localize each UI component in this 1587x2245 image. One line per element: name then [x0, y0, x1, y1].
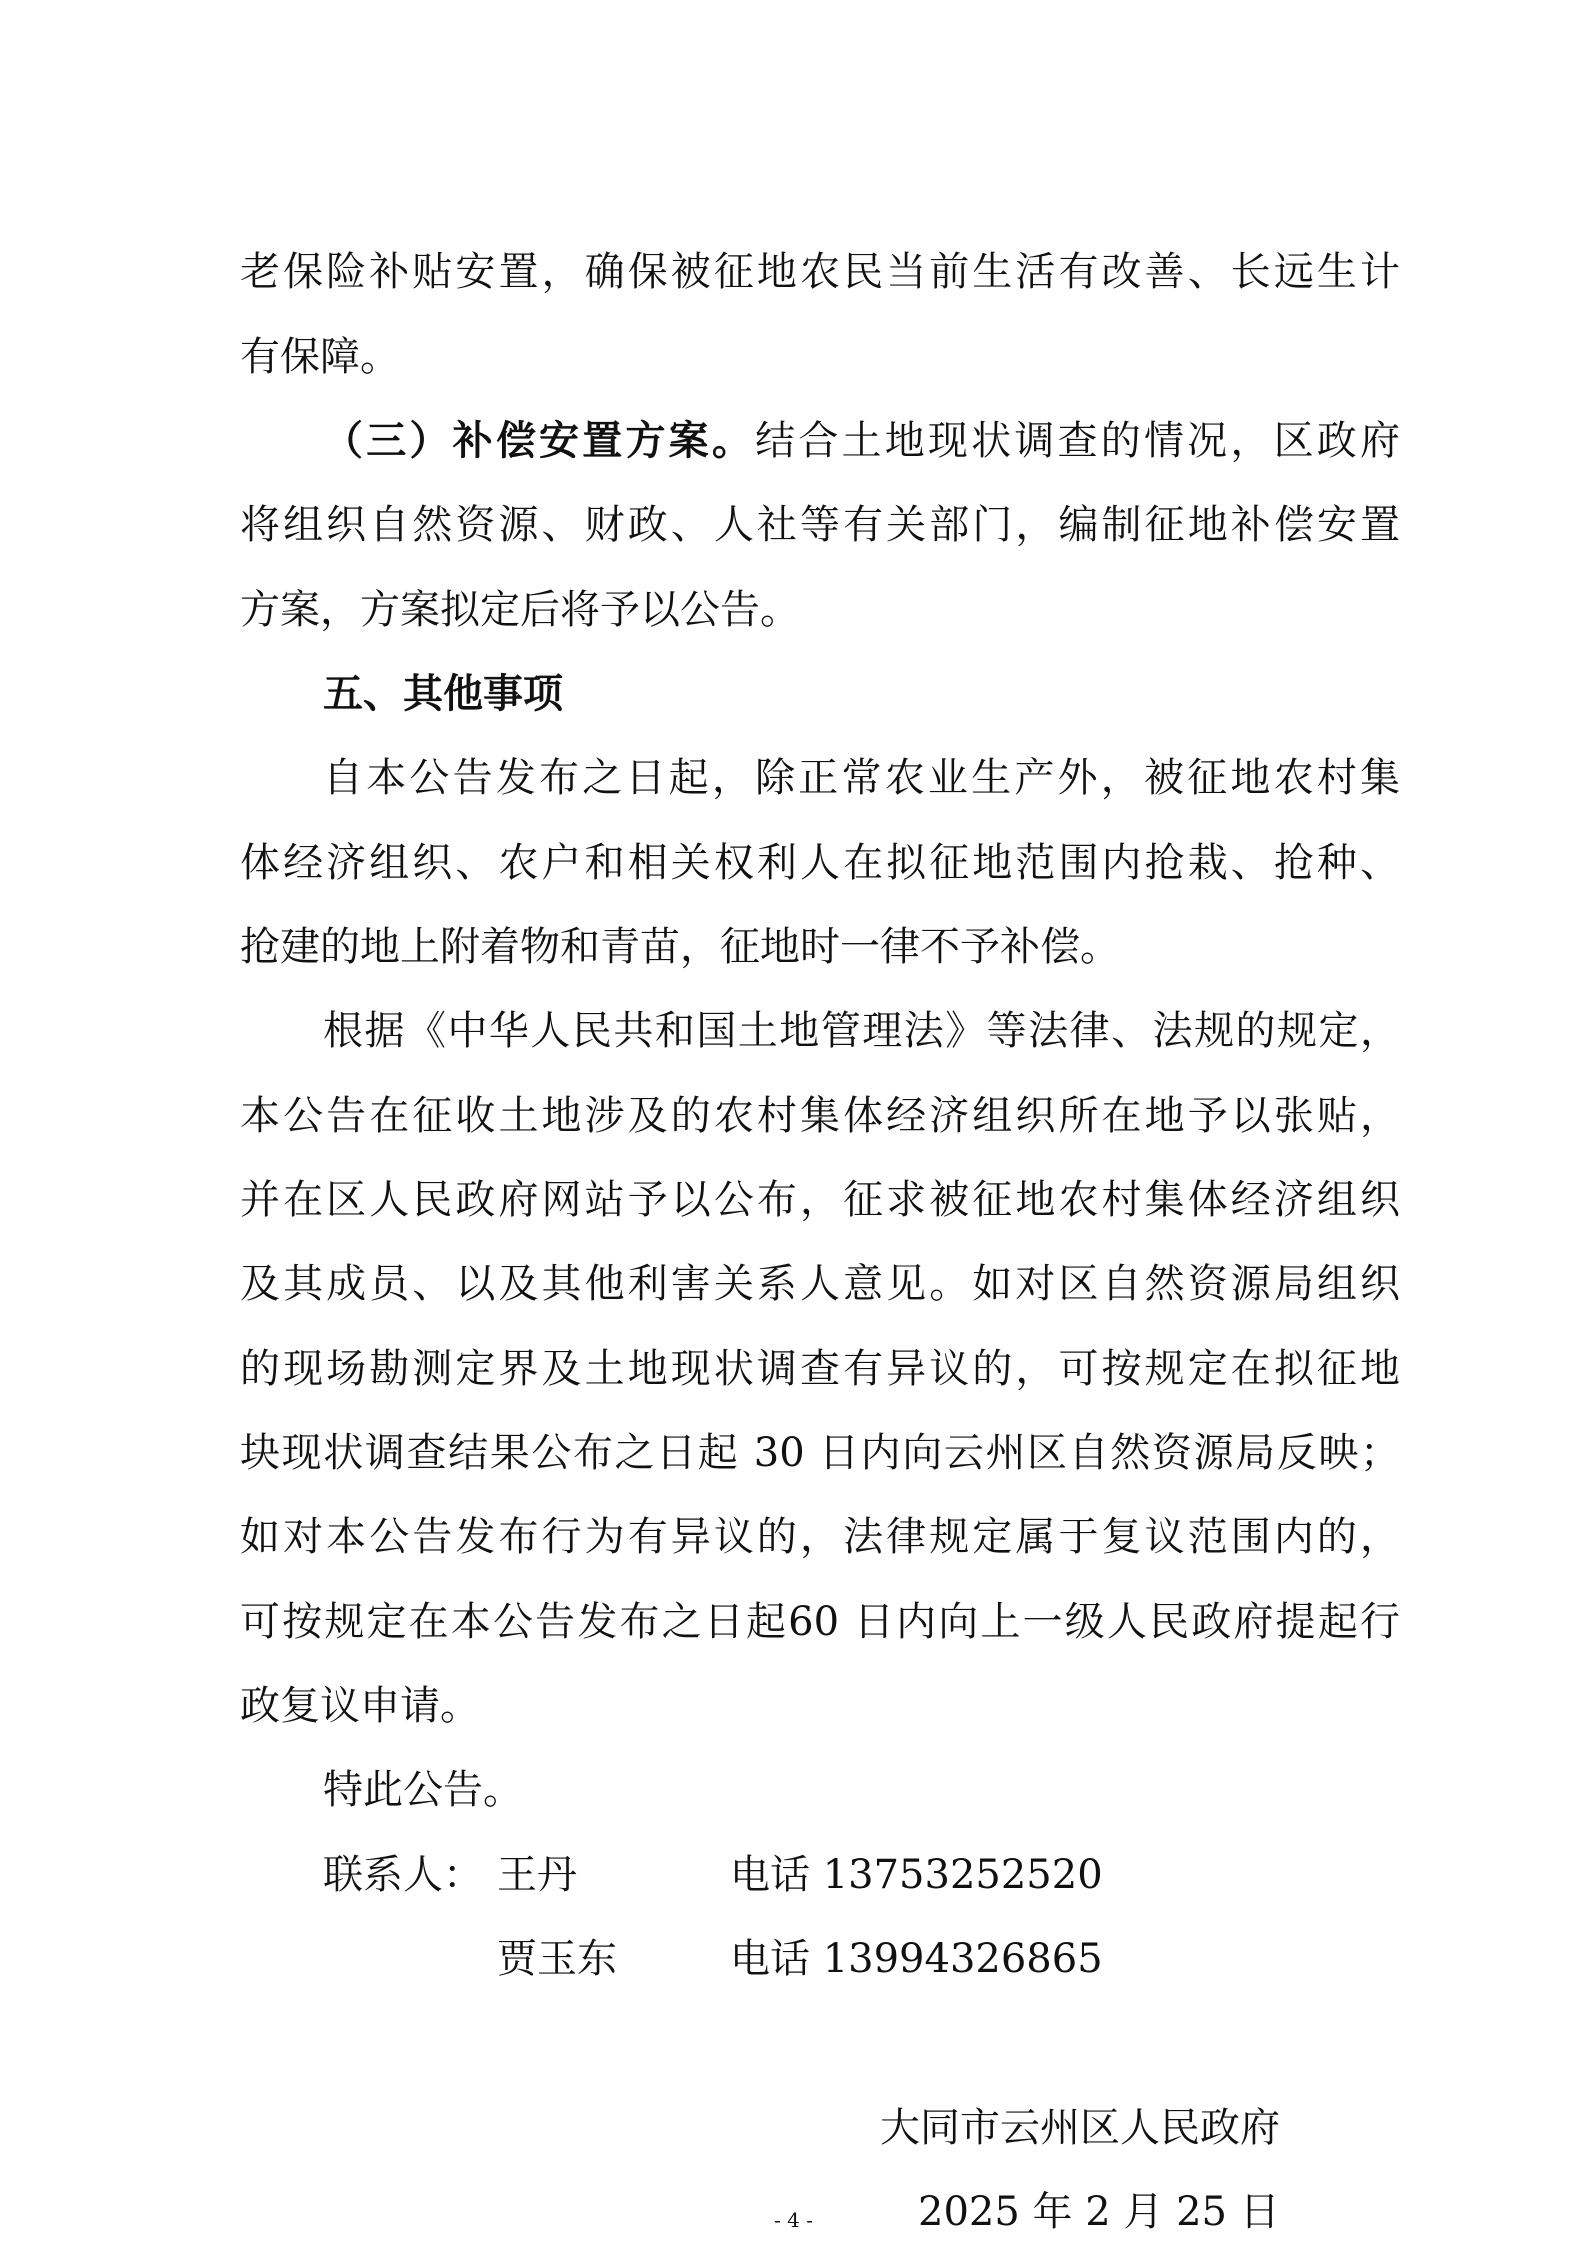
para3-line2: 体经济组织、农户和相关权利人在拟征地范围内抢栽、抢种、: [240, 840, 1400, 886]
subsection-heading: （三）补偿安置方案。: [323, 417, 756, 464]
para1-line1: 老保险补贴安置，确保被征地农民当前生活有改善、长远生计: [240, 249, 1400, 295]
contact-2-phone: 电话 13994326865: [730, 1936, 1103, 1982]
section-title: 五、其他事项: [323, 670, 563, 717]
para1-line2: 有保障。: [240, 334, 400, 380]
contact-1-phone: 电话 13753252520: [730, 1852, 1103, 1898]
signature-org: 大同市云州区人民政府: [880, 2105, 1280, 2151]
para3-line1: 自本公告发布之日起，除正常农业生产外，被征地农村集: [323, 755, 1400, 801]
contact-2-name: 贾玉东: [497, 1936, 617, 1982]
para4-line8: 可按规定在本公告发布之日起60 日内向上一级人民政府提起行: [240, 1599, 1400, 1645]
para4-line1: 根据《中华人民共和国土地管理法》等法律、法规的规定，: [323, 1008, 1400, 1054]
para2-line1: [323, 417, 1401, 464]
closing-text: 特此公告。: [323, 1767, 523, 1813]
para2-line3: 方案，方案拟定后将予以公告。: [240, 587, 800, 633]
page-number: - 4 -: [774, 2208, 813, 2232]
para4-line7: 如对本公告发布行为有异议的，法律规定属于复议范围内的，: [240, 1514, 1400, 1560]
signature-date: 2025 年 2 月 25 日: [918, 2189, 1280, 2235]
contact-label: 联系人：: [323, 1852, 483, 1898]
para4-line4: 及其成员、以及其他利害关系人意见。如对区自然资源局组织: [240, 1261, 1400, 1307]
para2-line2: 将组织自然资源、财政、人社等有关部门，编制征地补偿安置: [240, 502, 1400, 548]
para3-line3: 抢建的地上附着物和青苗，征地时一律不予补偿。: [240, 924, 1120, 970]
para2-line1-rest: 结合土地现状调查的情况，区政府: [755, 418, 1401, 464]
para4-line2: 本公告在征收土地涉及的农村集体经济组织所在地予以张贴，: [240, 1093, 1400, 1139]
para4-line9: 政复议申请。: [240, 1683, 480, 1729]
contact-1-name: 王丹: [497, 1852, 577, 1898]
para4-line5: 的现场勘测定界及土地现状调查有异议的，可按规定在拟征地: [240, 1346, 1400, 1392]
para4-line3: 并在区人民政府网站予以公布，征求被征地农村集体经济组织: [240, 1177, 1400, 1223]
para4-line6: 块现状调查结果公布之日起 30 日内向云州区自然资源局反映；: [240, 1430, 1400, 1476]
